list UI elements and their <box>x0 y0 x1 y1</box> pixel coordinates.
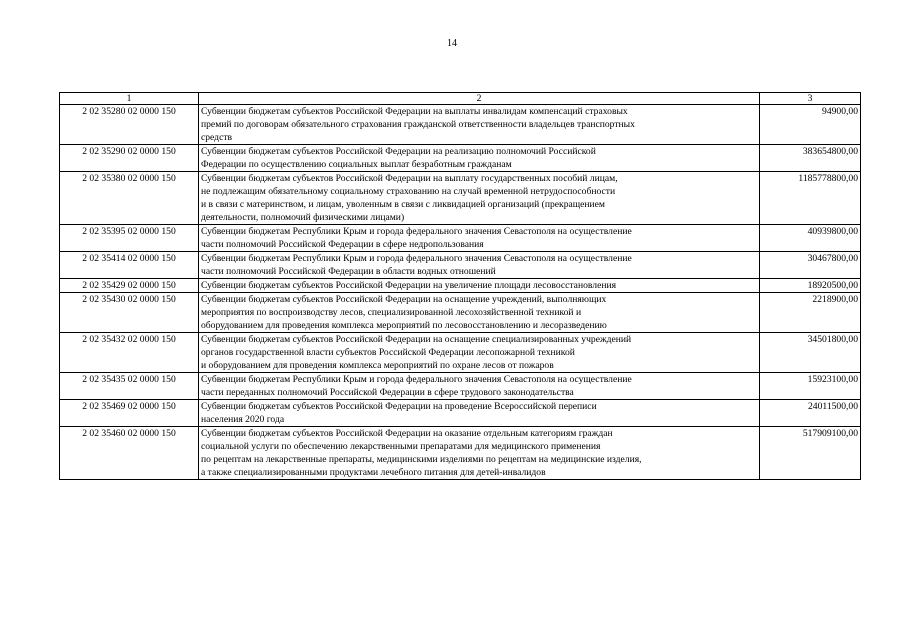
description-cell <box>199 145 760 172</box>
description-line: и в связи с материнством, и лицам, уволенным в связи с ликвидацией организаций (прекращением <box>201 199 605 210</box>
description-line: Субвенции бюджетам субъектов Российской Федерации на оснащение учреждений, выполняющих <box>201 294 607 305</box>
description-line: Субвенции бюджетам Республики Крым и города федерального значения Севастополя на осуществление <box>201 374 632 385</box>
table-row <box>60 172 861 225</box>
description-line: деятельности, полномочий физическими лицами) <box>201 212 405 223</box>
description-cell <box>199 400 760 427</box>
amount-cell: 517909100,00 <box>760 427 861 480</box>
table-row <box>60 373 861 400</box>
description-line: и оборудованием для проведения комплекса мероприятий по охране лесов от пожаров <box>201 360 554 371</box>
description-line: части полномочий Российской Федерации в сфере недропользования <box>201 239 484 250</box>
description-line: социальной услуги по обеспечению лекарственными препаратами для медицинского применения <box>201 441 601 452</box>
description-line: оборудованием для проведения комплекса мероприятий по лесовосстановлению и лесоразведению <box>201 320 607 331</box>
description-line: населения 2020 года <box>201 414 285 425</box>
description-line: Субвенции бюджетам субъектов Российской Федерации на выплату государственных пособий лицам, <box>201 173 618 184</box>
description-cell <box>199 225 760 252</box>
description-line: Субвенции бюджетам субъектов Российской Федерации на реализацию полномочий Российской <box>201 146 596 157</box>
description-cell <box>199 105 760 145</box>
header-description: 2 <box>199 93 760 105</box>
budget-table <box>59 92 861 480</box>
description-line: Субвенции бюджетам Республики Крым и города федерального значения Севастополя на осуществление <box>201 253 632 264</box>
description-line: по рецептам на лекарственные препараты, медицинскими изделиями по рецептам на медицинские изделия, <box>201 454 642 465</box>
table-row <box>60 427 861 480</box>
description-line: Субвенции бюджетам субъектов Российской Федерации на проведение Всероссийской переписи <box>201 401 597 412</box>
description-line: Федерации по осуществлению социальных выплат безработным гражданам <box>201 159 512 170</box>
amount-cell: 15923100,00 <box>760 373 861 400</box>
description-line: Субвенции бюджетам Республики Крым и города федерального значения Севастополя на осуществление <box>201 226 632 237</box>
description-cell <box>199 373 760 400</box>
table-row <box>60 105 861 145</box>
income-code-cell: 2 02 35429 02 0000 150 <box>60 279 199 293</box>
amount-cell: 24011500,00 <box>760 400 861 427</box>
description-line: части переданных полномочий Российской Федерации в сфере трудового законодательства <box>201 387 574 398</box>
description-line: Субвенции бюджетам субъектов Российской Федерации на оснащение специализированных учреждений <box>201 334 632 345</box>
income-code-cell: 2 02 35280 02 0000 150 <box>60 105 199 145</box>
income-code-cell: 2 02 35395 02 0000 150 <box>60 225 199 252</box>
description-line: Субвенции бюджетам субъектов Российской Федерации на увеличение площади лесовосстановления <box>201 280 617 291</box>
table-row <box>60 252 861 279</box>
description-line: мероприятия по воспроизводству лесов, специализированной лесохозяйственной техникой и <box>201 307 582 318</box>
income-code-cell: 2 02 35469 02 0000 150 <box>60 400 199 427</box>
description-line: части полномочий Российской Федерации в области водных отношений <box>201 266 496 277</box>
description-line: Субвенции бюджетам субъектов Российской Федерации на оказание отдельным категориям граждан <box>201 428 613 439</box>
income-code-cell: 2 02 35435 02 0000 150 <box>60 373 199 400</box>
table-row <box>60 400 861 427</box>
table-row <box>60 279 861 293</box>
table-row <box>60 225 861 252</box>
income-code-cell: 2 02 35414 02 0000 150 <box>60 252 199 279</box>
description-cell <box>199 293 760 333</box>
header-code: 1 <box>60 93 199 105</box>
description-line: средств <box>201 132 233 143</box>
income-code-cell: 2 02 35432 02 0000 150 <box>60 333 199 373</box>
table-row <box>60 293 861 333</box>
income-code-cell: 2 02 35430 02 0000 150 <box>60 293 199 333</box>
table-header <box>60 93 861 105</box>
header-row <box>60 93 861 105</box>
description-cell <box>199 333 760 373</box>
amount-cell: 383654800,00 <box>760 145 861 172</box>
amount-cell: 1185778800,00 <box>760 172 861 225</box>
income-code-cell: 2 02 35380 02 0000 150 <box>60 172 199 225</box>
description-line: премий по договорам обязательного страхования гражданской ответственности владельцев транспортных <box>201 119 635 130</box>
amount-cell: 18920500,00 <box>760 279 861 293</box>
amount-cell: 94900,00 <box>760 105 861 145</box>
table-body <box>60 105 861 480</box>
description-cell <box>199 252 760 279</box>
description-cell <box>199 279 760 293</box>
description-line: Субвенции бюджетам субъектов Российской Федерации на выплаты инвалидам компенсаций страховых <box>201 106 628 117</box>
description-line: а также специализированными продуктами лечебного питания для детей-инвалидов <box>201 467 546 478</box>
header-amount: 3 <box>760 93 861 105</box>
amount-cell: 40939800,00 <box>760 225 861 252</box>
description-cell <box>199 427 760 480</box>
description-line: не подлежащим обязательному социальному страхованию на случай временной нетрудоспособности <box>201 186 616 197</box>
table-row <box>60 333 861 373</box>
amount-cell: 30467800,00 <box>760 252 861 279</box>
income-code-cell: 2 02 35460 02 0000 150 <box>60 427 199 480</box>
amount-cell: 2218900,00 <box>760 293 861 333</box>
description-line: органов государственной власти субъектов Российской Федерации лесопожарной техникой <box>201 347 575 358</box>
description-cell <box>199 172 760 225</box>
page-number: 14 <box>447 38 457 49</box>
amount-cell: 34501800,00 <box>760 333 861 373</box>
table-row <box>60 145 861 172</box>
income-code-cell: 2 02 35290 02 0000 150 <box>60 145 199 172</box>
